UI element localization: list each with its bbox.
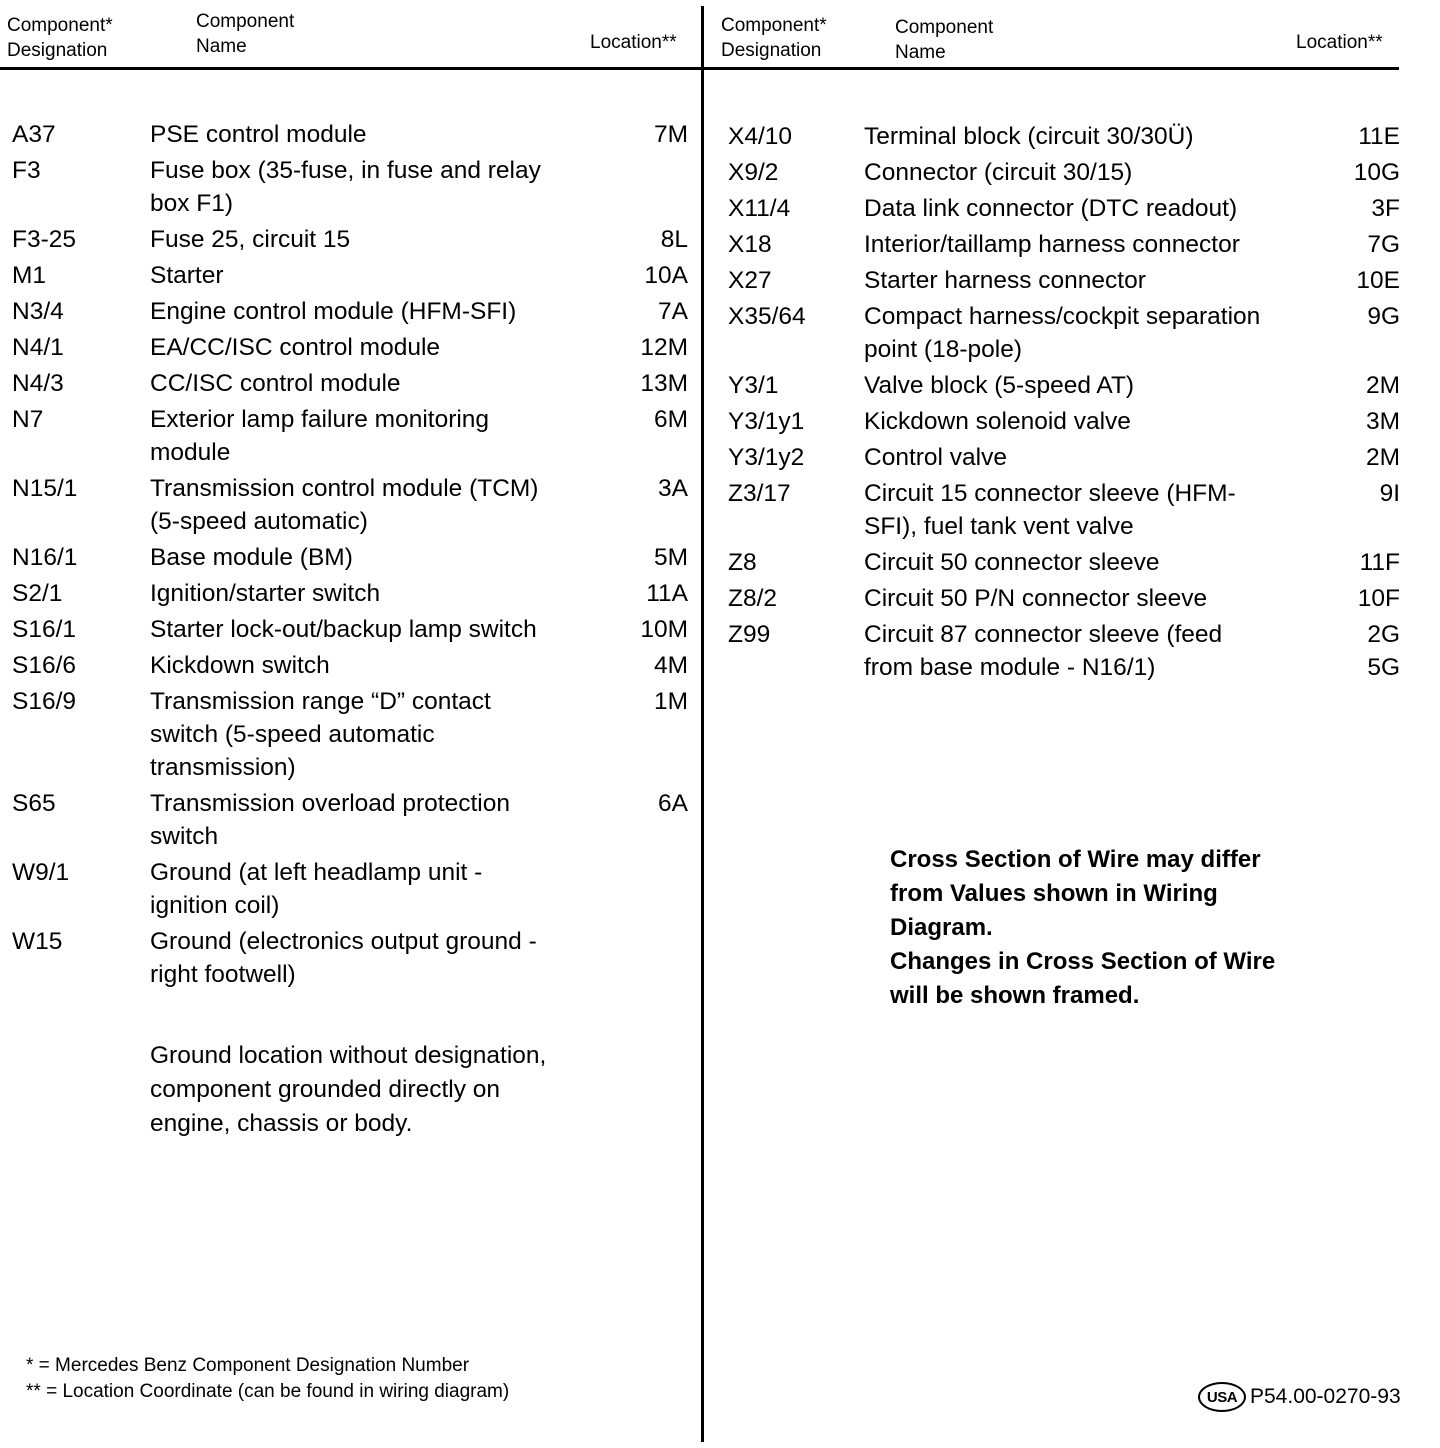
right-header-location: Location**: [1296, 32, 1383, 53]
component-name: [150, 577, 612, 610]
component-location: [1358, 120, 1400, 153]
component-designation: Y3/1y2: [728, 444, 805, 471]
name-line: Fuse box (35-fuse, in fuse and relay: [150, 157, 541, 184]
component-location: [1367, 300, 1400, 333]
name-line: Compact harness/cockpit separation: [864, 303, 1261, 330]
component-name: [150, 685, 612, 784]
location-value: 3F: [1371, 195, 1400, 222]
note-line: Ground location without designation,: [150, 1042, 547, 1069]
table-row: [12, 649, 688, 682]
name-line: Interior/taillamp harness connector: [864, 231, 1240, 258]
left-header-rule: [0, 67, 701, 70]
footnote-designation: * = Mercedes Benz Component Designation Number: [26, 1355, 470, 1376]
header-designation-line-1: Component*: [721, 15, 827, 36]
table-row: [12, 259, 688, 292]
component-location: [1366, 405, 1400, 438]
component-location: [1367, 618, 1400, 684]
location-value: 10G: [1353, 159, 1400, 186]
component-designation: Z8: [728, 549, 757, 576]
location-value: 5M: [653, 544, 688, 571]
table-row: [12, 154, 688, 220]
name-line: Data link connector (DTC readout): [864, 195, 1238, 222]
table-row: [728, 120, 1400, 153]
component-name: [150, 856, 612, 922]
header-designation-line-2: Designation: [721, 40, 822, 61]
name-line: Control valve: [864, 444, 1007, 471]
name-line: box F1): [150, 190, 234, 217]
component-name: [150, 295, 612, 328]
component-location: [658, 295, 688, 328]
location-value: 11F: [1359, 549, 1400, 576]
ground-location-note: [150, 1039, 670, 1141]
component-name: [150, 787, 612, 853]
reference-code: P54.00-0270-93: [1250, 1385, 1401, 1408]
name-line: Starter: [150, 262, 224, 289]
table-row: [728, 405, 1400, 438]
component-location: [1356, 264, 1400, 297]
location-value: 3A: [658, 475, 688, 502]
component-name: [150, 367, 612, 400]
right-component-list: [728, 120, 1400, 687]
component-name: [150, 403, 612, 469]
component-designation: X18: [728, 231, 772, 258]
component-location: [661, 223, 688, 256]
table-row: [12, 541, 688, 574]
location-value: 5G: [1367, 654, 1400, 681]
location-value: 6M: [653, 406, 688, 433]
component-designation: A37: [12, 121, 56, 148]
component-designation: X9/2: [728, 159, 779, 186]
component-designation: S65: [12, 790, 56, 817]
component-designation: N7: [12, 406, 44, 433]
note-line: component grounded directly on: [150, 1076, 501, 1103]
component-name: [150, 223, 612, 256]
component-location: [1366, 441, 1400, 474]
note-line: engine, chassis or body.: [150, 1110, 413, 1137]
name-line: module: [150, 439, 231, 466]
component-name: [150, 118, 612, 151]
name-line: Starter lock-out/backup lamp switch: [150, 616, 537, 643]
component-designation: N4/1: [12, 334, 64, 361]
location-value: 10M: [640, 616, 688, 643]
location-value: 9I: [1379, 480, 1400, 507]
location-value: 1M: [653, 688, 688, 715]
name-line: Ignition/starter switch: [150, 580, 381, 607]
component-location: [646, 577, 688, 610]
table-row: [728, 264, 1400, 297]
note-line: from Values shown in Wiring: [890, 880, 1218, 907]
location-value: 11A: [646, 580, 688, 607]
component-designation: Y3/1: [728, 372, 779, 399]
header-designation-line-2: Designation: [7, 40, 108, 61]
footnote-location: ** = Location Coordinate (can be found in wiring diagram): [26, 1381, 510, 1402]
component-name: [864, 300, 1324, 366]
location-value: 7A: [658, 298, 688, 325]
left-header-name: [196, 9, 294, 59]
name-line: Transmission overload protection: [150, 790, 510, 817]
component-name: [864, 546, 1324, 579]
location-value: 4M: [653, 652, 688, 679]
location-value: 10F: [1357, 585, 1400, 612]
header-name-line-1: Component: [895, 17, 994, 38]
component-name: [150, 649, 612, 682]
header-name-line-1: Component: [196, 11, 295, 32]
table-row: [728, 546, 1400, 579]
component-name: [150, 154, 612, 220]
component-location: [658, 472, 688, 505]
name-line: SFI), fuel tank vent valve: [864, 513, 1134, 540]
name-line: CC/ISC control module: [150, 370, 401, 397]
component-location: [640, 331, 688, 364]
name-line: switch: [150, 823, 219, 850]
name-line: Base module (BM): [150, 544, 353, 571]
name-line: PSE control module: [150, 121, 367, 148]
component-location: [1358, 582, 1400, 615]
table-row: [728, 300, 1400, 366]
component-designation: X35/64: [728, 303, 806, 330]
column-divider: [701, 6, 704, 1442]
component-location: [654, 541, 688, 574]
name-line: right footwell): [150, 961, 296, 988]
component-name: [150, 541, 612, 574]
name-line: Terminal block (circuit 30/30Ü): [864, 123, 1194, 150]
location-value: 10E: [1356, 267, 1400, 294]
footnotes: [26, 1353, 509, 1405]
name-line: transmission): [150, 754, 296, 781]
location-value: 2M: [1365, 372, 1400, 399]
left-component-list: [12, 118, 688, 994]
component-designation: X27: [728, 267, 772, 294]
name-line: Engine control module (HFM-SFI): [150, 298, 517, 325]
table-row: [12, 856, 688, 922]
component-designation: N4/3: [12, 370, 64, 397]
component-name: [864, 228, 1324, 261]
table-row: [12, 331, 688, 364]
table-row: [12, 295, 688, 328]
component-designation: W15: [12, 928, 63, 955]
component-name: [864, 582, 1324, 615]
component-name: [864, 477, 1324, 543]
table-row: [728, 228, 1400, 261]
table-row: [12, 118, 688, 151]
location-value: 2G: [1367, 621, 1400, 648]
name-line: Transmission range “D” contact: [150, 688, 491, 715]
component-designation: M1: [12, 262, 47, 289]
location-value: 13M: [640, 370, 688, 397]
component-designation: X11/4: [728, 195, 791, 222]
component-name: [150, 259, 612, 292]
note-line: will be shown framed.: [890, 982, 1140, 1009]
name-line: (5-speed automatic): [150, 508, 368, 535]
right-header-rule: [704, 67, 1399, 70]
name-line: Valve block (5-speed AT): [864, 372, 1135, 399]
component-location: [654, 403, 688, 436]
component-location: [644, 259, 688, 292]
location-value: 8L: [660, 226, 688, 253]
location-value: 6A: [658, 790, 688, 817]
header-designation-line-1: Component*: [7, 15, 113, 36]
component-location: [1367, 228, 1400, 261]
component-name: [150, 472, 612, 538]
location-value: 9G: [1367, 303, 1400, 330]
table-row: [12, 787, 688, 853]
header-name-line-2: Name: [895, 42, 946, 63]
name-line: switch (5-speed automatic: [150, 721, 435, 748]
name-line: Kickdown solenoid valve: [864, 408, 1131, 435]
name-line: Fuse 25, circuit 15: [150, 226, 351, 253]
header-name-line-2: Name: [196, 36, 247, 57]
name-line: EA/CC/ISC control module: [150, 334, 441, 361]
name-line: point (18-pole): [864, 336, 1022, 363]
name-line: Connector (circuit 30/15): [864, 159, 1133, 186]
component-designation: N15/1: [12, 475, 78, 502]
name-line: Ground (at left headlamp unit -: [150, 859, 483, 886]
component-designation: F3: [12, 157, 41, 184]
name-line: Starter harness connector: [864, 267, 1146, 294]
component-location: [654, 118, 688, 151]
wire-cross-section-note: [890, 843, 1390, 1013]
component-designation: Z8/2: [728, 585, 778, 612]
component-designation: Z3/17: [728, 480, 791, 507]
component-designation: N16/1: [12, 544, 78, 571]
component-name: [864, 156, 1324, 189]
name-line: Ground (electronics output ground -: [150, 928, 537, 955]
component-name: [864, 264, 1324, 297]
table-row: [12, 925, 688, 991]
component-designation: S16/1: [12, 616, 77, 643]
table-row: [728, 477, 1400, 543]
note-line: Changes in Cross Section of Wire: [890, 948, 1276, 975]
table-row: [12, 403, 688, 469]
component-designation: S16/6: [12, 652, 77, 679]
location-value: 7G: [1367, 231, 1400, 258]
component-location: [654, 685, 688, 718]
component-location: [1360, 546, 1400, 579]
component-name: [150, 925, 612, 991]
name-line: Circuit 50 P/N connector sleeve: [864, 585, 1208, 612]
component-designation: W9/1: [12, 859, 70, 886]
location-value: 7M: [653, 121, 688, 148]
component-name: [864, 405, 1324, 438]
table-row: [728, 582, 1400, 615]
table-row: [12, 223, 688, 256]
component-name: [864, 192, 1324, 225]
table-row: [728, 618, 1400, 684]
component-name: [864, 618, 1324, 684]
location-value: 10A: [644, 262, 688, 289]
component-location: [1366, 369, 1400, 402]
left-header-designation: [7, 13, 113, 63]
table-row: [728, 156, 1400, 189]
component-name: [150, 331, 612, 364]
name-line: Exterior lamp failure monitoring: [150, 406, 490, 433]
location-value: 3M: [1365, 408, 1400, 435]
name-line: Circuit 15 connector sleeve (HFM-: [864, 480, 1236, 507]
component-location: [1380, 477, 1400, 510]
name-line: ignition coil): [150, 892, 280, 919]
component-designation: F3-25: [12, 226, 77, 253]
note-line: Diagram.: [890, 914, 993, 941]
component-name: [150, 613, 612, 646]
component-location: [654, 649, 688, 682]
left-header-location: Location**: [590, 32, 677, 53]
usa-logo-icon: USA: [1198, 1382, 1246, 1412]
table-row: [12, 472, 688, 538]
component-designation: N3/4: [12, 298, 64, 325]
component-name: [864, 120, 1324, 153]
component-name: [864, 369, 1324, 402]
location-value: 12M: [640, 334, 688, 361]
document-reference: [1198, 1382, 1401, 1412]
right-header-name: [895, 15, 993, 65]
table-row: [728, 192, 1400, 225]
component-name: [864, 441, 1324, 474]
component-location: [640, 367, 688, 400]
name-line: Transmission control module (TCM): [150, 475, 539, 502]
component-designation: S2/1: [12, 580, 63, 607]
note-line: Cross Section of Wire may differ: [890, 846, 1261, 873]
name-line: from base module - N16/1): [864, 654, 1156, 681]
location-value: 2M: [1365, 444, 1400, 471]
component-location: [658, 787, 688, 820]
right-header-designation: [721, 13, 827, 63]
component-location: [1354, 156, 1400, 189]
table-row: [728, 441, 1400, 474]
table-row: [728, 369, 1400, 402]
component-designation: X4/10: [728, 123, 793, 150]
name-line: Kickdown switch: [150, 652, 330, 679]
table-row: [12, 685, 688, 784]
table-row: [12, 577, 688, 610]
component-designation: Z99: [728, 621, 771, 648]
name-line: Circuit 87 connector sleeve (feed: [864, 621, 1223, 648]
component-location: [640, 613, 688, 646]
table-row: [12, 613, 688, 646]
table-row: [12, 367, 688, 400]
component-designation: S16/9: [12, 688, 77, 715]
component-location: [1371, 192, 1400, 225]
component-designation: Y3/1y1: [728, 408, 805, 435]
name-line: Circuit 50 connector sleeve: [864, 549, 1160, 576]
location-value: 11E: [1358, 123, 1400, 150]
